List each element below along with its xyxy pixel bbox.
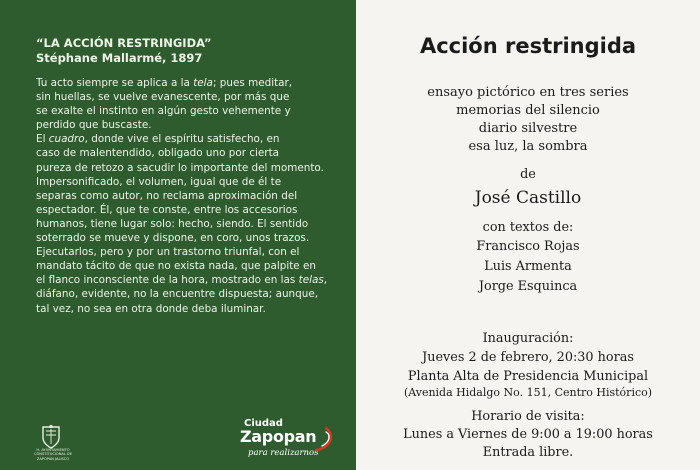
- text-author: Jorge Esquinca: [478, 279, 578, 294]
- quote-line: se exalte el instinto en algún gesto vehemente y: [36, 105, 291, 118]
- quote-line: separas como autor, no reclama aproximación del: [36, 189, 298, 202]
- subtitle-line: ensayo pictórico en tres series: [427, 85, 629, 100]
- municipal-seal-icon: [40, 424, 62, 450]
- subtitle-line: esa luz, la sombra: [468, 139, 588, 154]
- logo-swirl-icon: [312, 424, 338, 454]
- inauguration-label: Inauguración:: [482, 331, 574, 346]
- quote-line: perdido que buscaste.: [36, 119, 152, 132]
- quote-line: espectador. Él, que te conste, entre los accesorios: [36, 203, 298, 216]
- texts-label: con textos de:: [482, 220, 574, 235]
- artist-name: José Castillo: [474, 188, 582, 208]
- logo-line-1: Ciudad: [244, 418, 283, 429]
- quote-title: “LA ACCIÓN RESTRINGIDA”: [36, 36, 212, 50]
- subtitle-line: memorias del silencio: [456, 103, 600, 118]
- by-label: de: [520, 167, 536, 182]
- inauguration-date: Jueves 2 de febrero, 20:30 horas: [422, 350, 634, 365]
- venue: Planta Alta de Presidencia Municipal: [407, 369, 649, 384]
- logo-line-2: Zapopan: [240, 427, 317, 446]
- quote-line: Tu acto siempre se aplica a la tela; pues meditar,: [36, 77, 293, 89]
- seal-caption: H. AYUNTAMIENTO CONSTITUCIONAL DE ZAPOPAN JALISCO: [33, 448, 73, 461]
- subtitle-line: diario silvestre: [478, 121, 578, 136]
- text-author: Luis Armenta: [484, 259, 572, 274]
- quote-line: tal vez, no sea en otra donde deba iluminar.: [36, 302, 266, 315]
- logo-line-3: para realizarnos: [248, 448, 319, 458]
- ciudad-zapopan-logo: [240, 418, 340, 464]
- quote-line: Ejecutarlos, pero y por un trastorno triunfal, con el: [36, 246, 300, 259]
- quote-text: [36, 76, 348, 316]
- quote-line: soterrado se mueve y dispone, en coro, unos trazos.: [36, 232, 310, 245]
- address: (Avenida Hidalgo No. 151, Centro Histórico): [403, 386, 653, 399]
- quote-line: mandato tácito de que no exista nada, que palpite en: [36, 260, 316, 273]
- hours: Lunes a Viernes de 9:00 a 19:00 horas: [403, 427, 653, 442]
- right-panel: [356, 0, 700, 470]
- quote-line: Impersonificado, el volumen, igual que de él te: [36, 175, 282, 188]
- quote-line: humanos, tiene lugar solo: hecho, siendo. El sentido: [36, 217, 309, 230]
- quote-line: el flanco inconsciente de la hora, mostrado en las telas,: [36, 274, 328, 287]
- quote-line: diáfano, evidente, no la encuentre dispuesta; aunque,: [36, 288, 319, 301]
- hours-label: Horario de visita:: [471, 409, 585, 424]
- quote-heading: [36, 36, 346, 66]
- quote-line: pureza de retozo a sacudir lo importante del momento.: [36, 161, 324, 174]
- quote-line: sin huellas, se vuelve evanescente, por más que: [36, 91, 290, 104]
- quote-author: Stéphane Mallarmé, 1897: [36, 51, 203, 65]
- exhibition-title: Acción restringida: [419, 34, 637, 58]
- quote-line: El cuadro, donde vive el espíritu satisfecho, en: [36, 133, 280, 146]
- text-author: Francisco Rojas: [476, 239, 580, 254]
- quote-line: caso de malentendido, obligado uno por cierta: [36, 147, 280, 160]
- entry-note: Entrada libre.: [482, 445, 574, 460]
